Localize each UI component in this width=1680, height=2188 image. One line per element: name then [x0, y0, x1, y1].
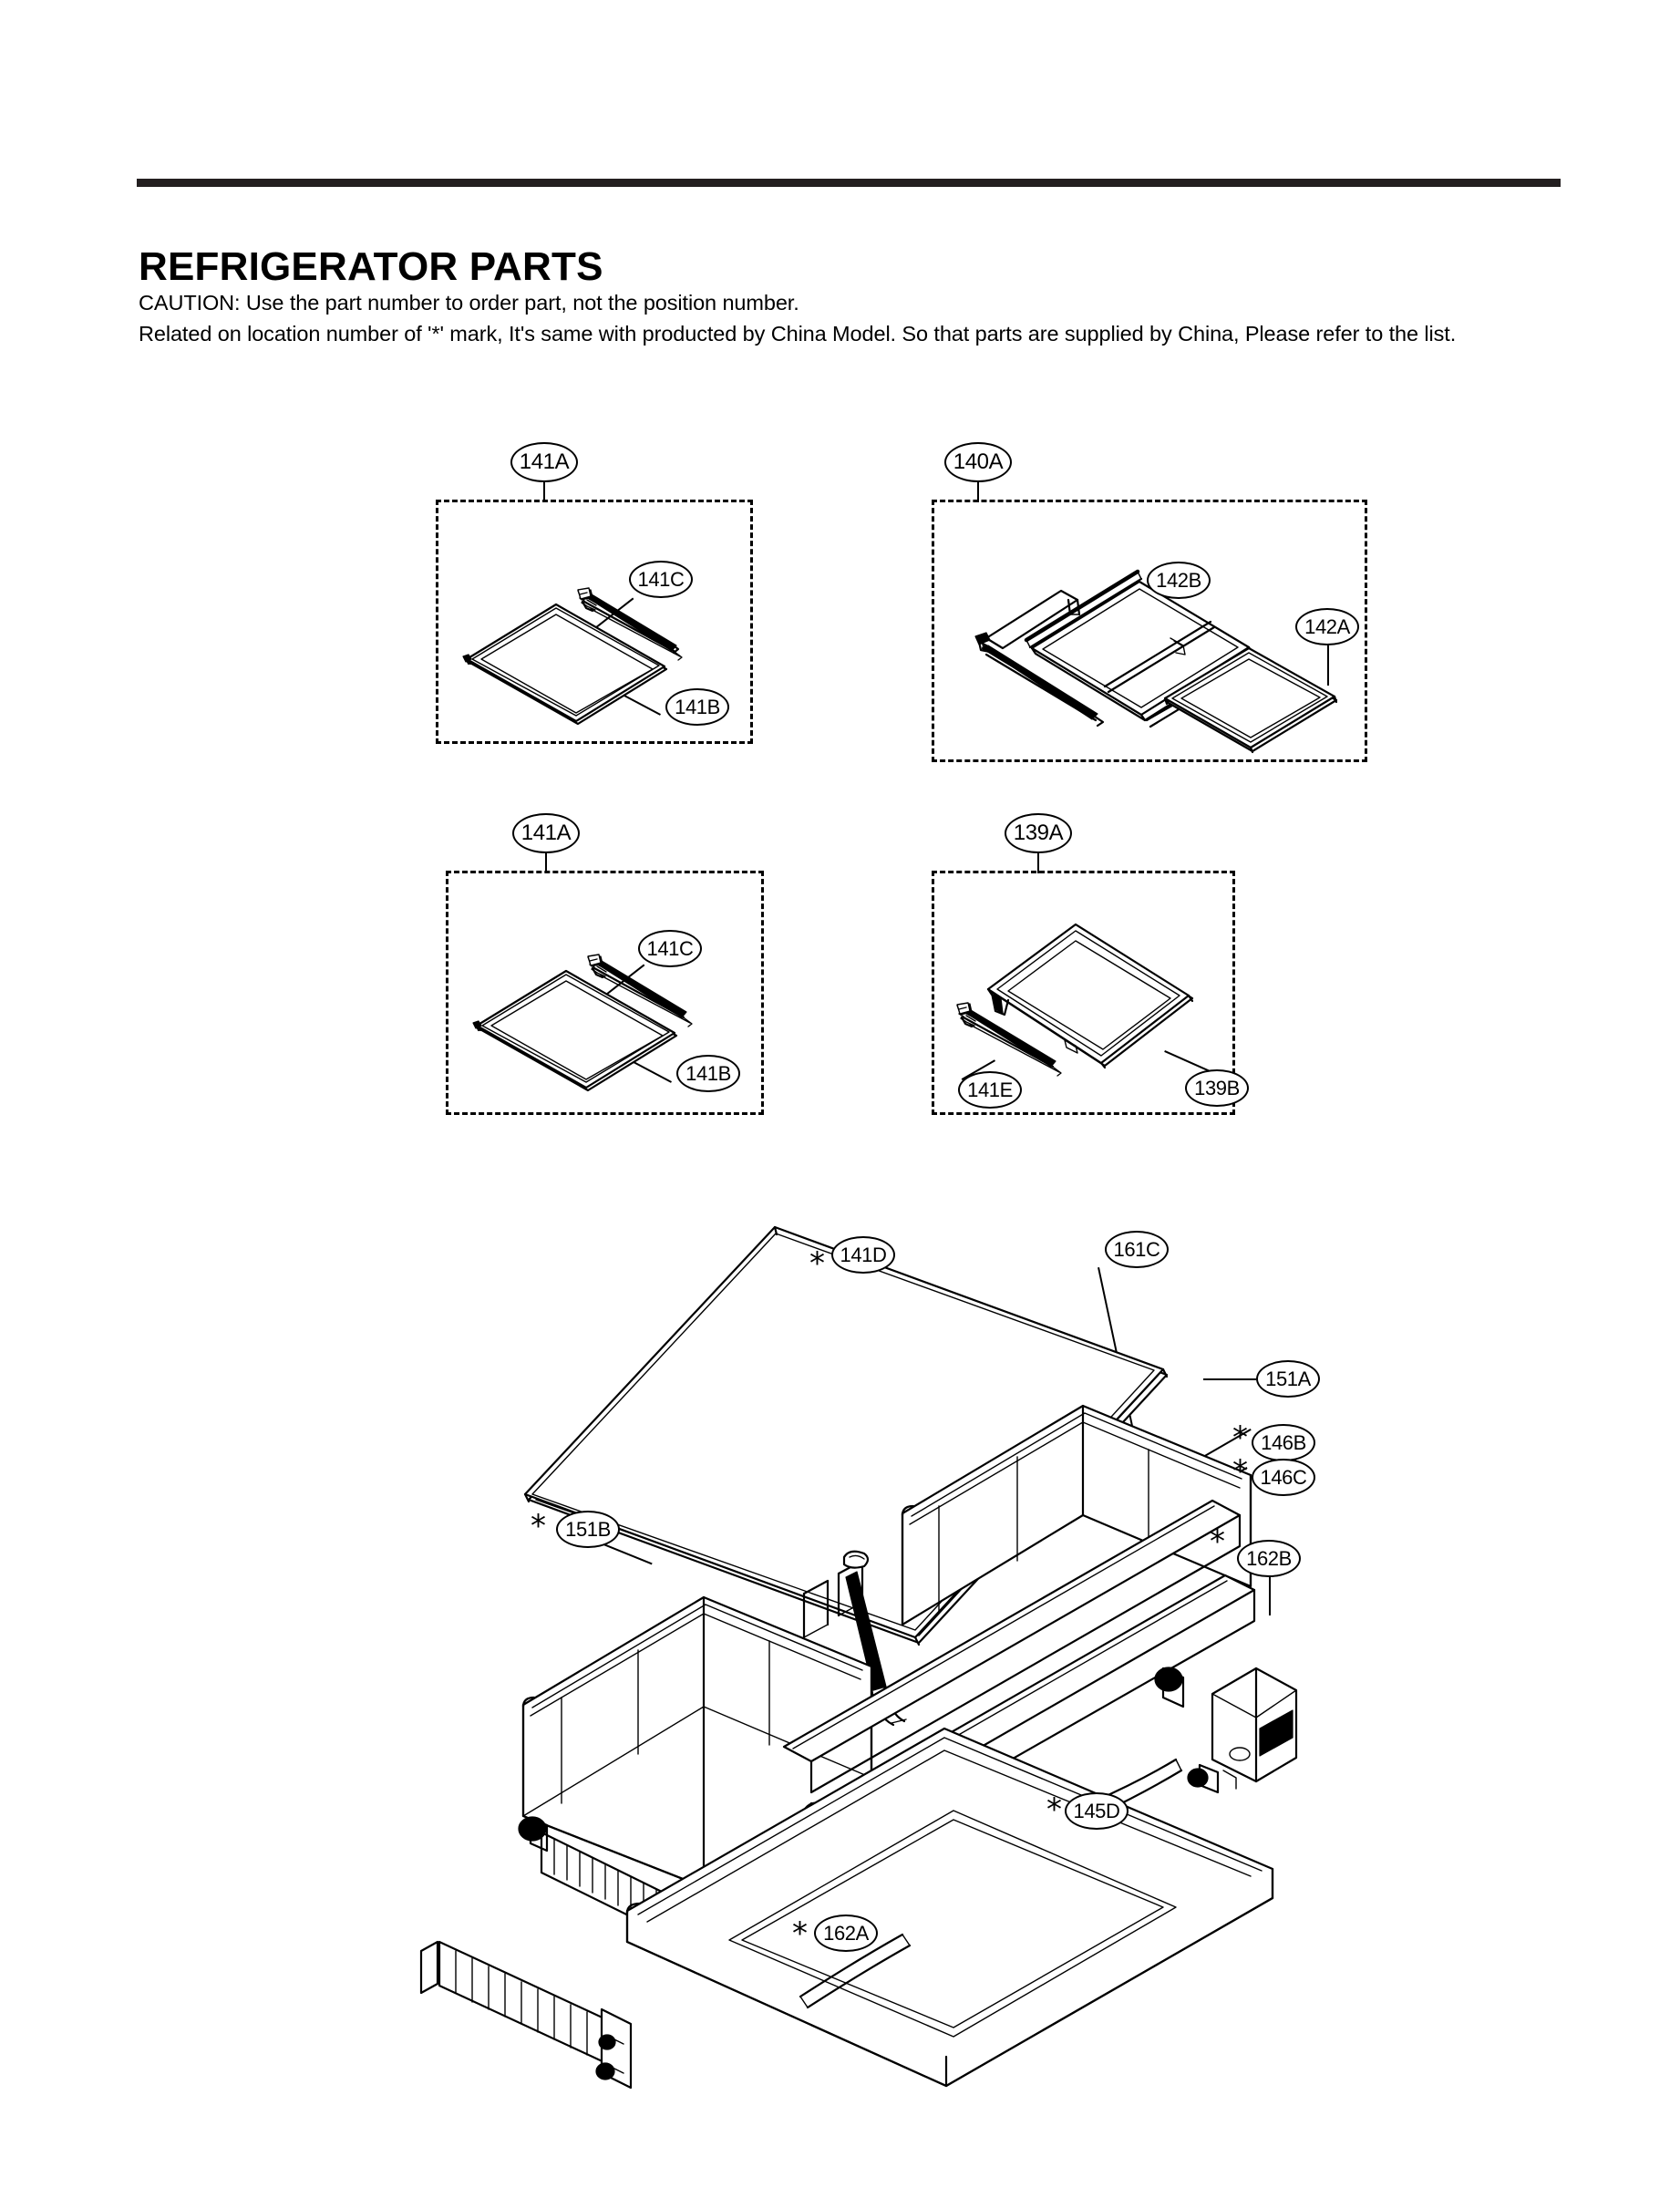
star-mark-146c: *: [1232, 1453, 1248, 1490]
star-mark-162a: *: [792, 1915, 808, 1952]
art-main-drawer-assembly: [510, 1213, 1313, 2015]
callout-141a-mid[interactable]: 141A: [512, 813, 580, 853]
caution-text-line-2: Related on location number of '*' mark, It's same with producted by China Model. So that parts are supplied by China, Please refer to the list.: [139, 322, 1457, 346]
page-title: REFRIGERATOR PARTS: [139, 244, 603, 290]
star-mark-141d: *: [809, 1245, 825, 1282]
callout-146c[interactable]: 146C: [1252, 1459, 1315, 1496]
callout-142b[interactable]: 142B: [1147, 562, 1211, 599]
callout-141b-top[interactable]: 141B: [665, 688, 729, 726]
callout-141a-top[interactable]: 141A: [510, 442, 578, 482]
callout-146b[interactable]: 146B: [1252, 1424, 1315, 1461]
callout-141e[interactable]: 141E: [958, 1071, 1022, 1109]
callout-141b-mid[interactable]: 141B: [676, 1055, 740, 1092]
callout-141c-top[interactable]: 141C: [629, 561, 693, 598]
callout-162a[interactable]: 162A: [814, 1914, 878, 1952]
callout-142a[interactable]: 142A: [1295, 608, 1359, 645]
callout-161c[interactable]: 161C: [1105, 1231, 1169, 1268]
star-mark-145d: *: [1046, 1791, 1062, 1828]
callout-141c-mid[interactable]: 141C: [638, 930, 702, 967]
star-mark-146b: *: [1232, 1419, 1248, 1456]
star-mark-151b: *: [531, 1508, 546, 1544]
callout-140a[interactable]: 140A: [944, 442, 1012, 482]
callout-141d[interactable]: 141D: [831, 1236, 895, 1274]
callout-151a[interactable]: 151A: [1256, 1360, 1320, 1398]
star-mark-162b: *: [1210, 1523, 1225, 1560]
callout-139a[interactable]: 139A: [1005, 813, 1072, 853]
callout-162b[interactable]: 162B: [1237, 1540, 1301, 1577]
callout-151b[interactable]: 151B: [556, 1511, 620, 1548]
header-rule: [137, 179, 1561, 187]
caution-text-line-1: CAUTION: Use the part number to order part, not the position number.: [139, 291, 799, 315]
callout-139b[interactable]: 139B: [1185, 1069, 1249, 1107]
callout-145d[interactable]: 145D: [1065, 1792, 1129, 1830]
